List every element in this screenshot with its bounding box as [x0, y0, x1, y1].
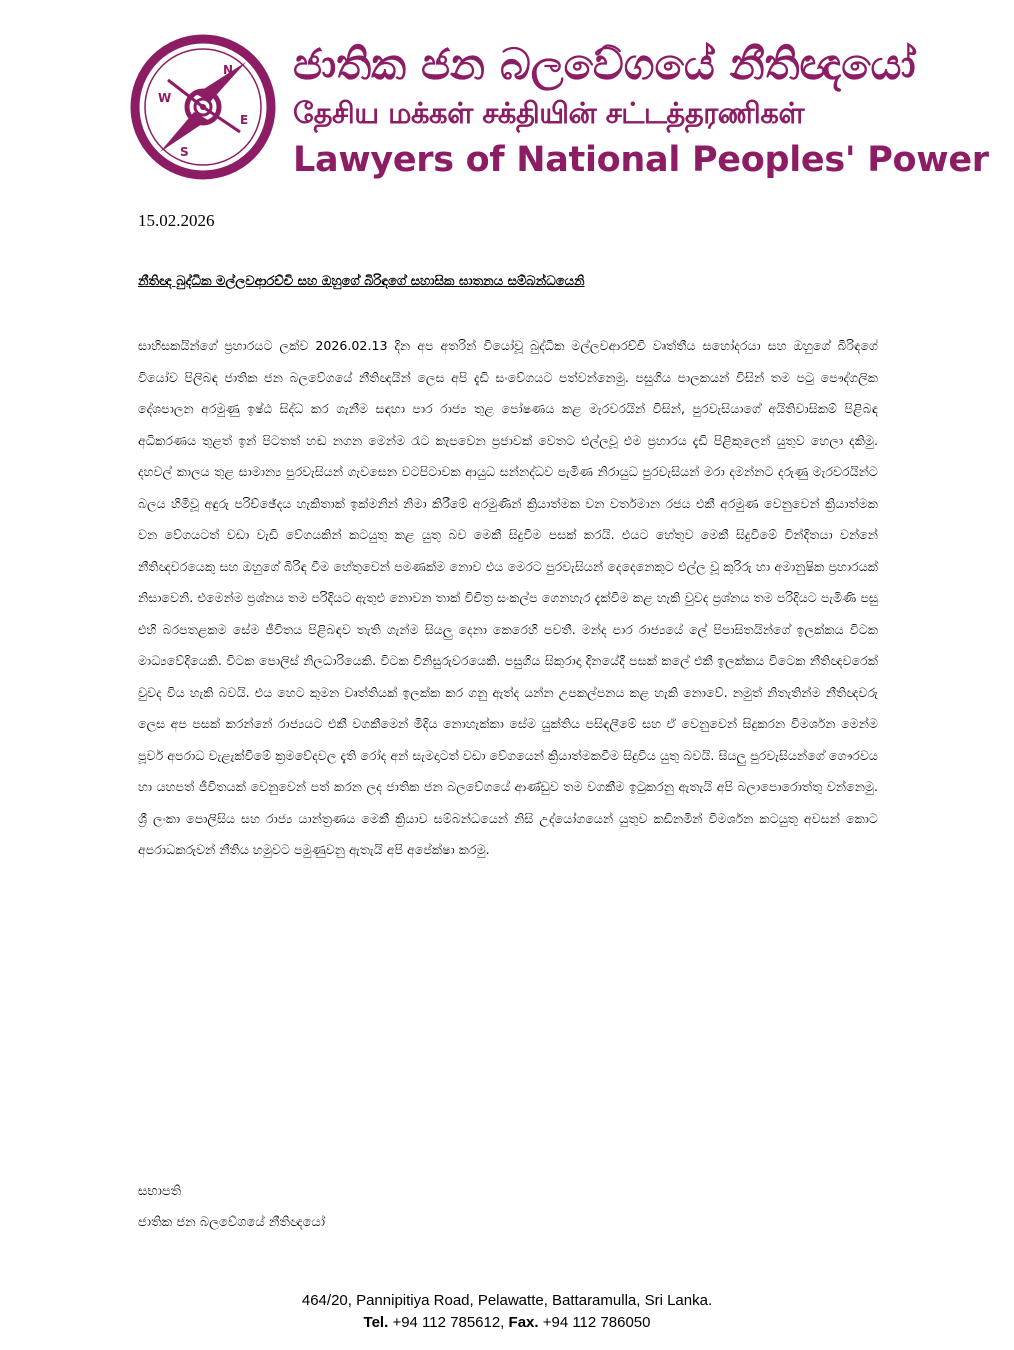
logo-letter-n: N — [223, 63, 234, 77]
letterhead-title-sinhala: ජාතික ජන බලවේගයේ නීතිඥයෝ — [293, 40, 916, 90]
signature-organization: ජාතික ජන බලවේගයේ නීතිඥයෝ — [138, 1215, 326, 1230]
signature-position: සභාපති — [138, 1184, 182, 1199]
footer-fax-label: Fax. — [508, 1314, 539, 1331]
letterhead-title-english: Lawyers of National Peoples' Power — [293, 140, 989, 180]
logo-letter-s: S — [180, 145, 189, 159]
compass-logo-icon — [128, 32, 278, 182]
footer-tel-label: Tel. — [363, 1314, 389, 1331]
footer-address: 464/20, Pannipitiya Road, Pelawatte, Battaramulla, Sri Lanka. — [301, 1292, 713, 1309]
letter-footer — [0, 1290, 1014, 1334]
letter-date: 15.02.2026 — [138, 211, 215, 230]
footer-tel: +94 112 785612, — [392, 1314, 505, 1331]
letter-body: සාහිසකයින්ගේ ප්‍රහාරයට ලක්ව 2026.02.13 දින අප අතරින් වියෝවූ බුද්ධික මල්ලවආරච්චි වෘත්තීය සහෝදරයා සහ ඔහුගේ බිරිඳගේ වියෝව පිලිබඳ ජාතික ජන බලවේගයේ නීතිඥයින් ලෙස අපි දැඩි සංවේගයට පත්වන්නෙමු. පසුගිය පාලකයන් විසින් තම පටු පෞද්ගලික දේශපාලන අරමුණු ඉෂ්ඨ සිද්ධ කර ගැනීම සඳහා පාර රාජ්‍ය තුළ පෝෂණය කළ මැරවරයින් විසින්, පුරවැසියාගේ අයිතිවාසිකම් පිළිබඳ අධිකරණය තුළත් ඉන් පිටතත් හඬ නගන මෙන්ම රැට කැපවෙන ප්‍රජාවක් වෙතට එල්ලවූ එම ප්‍රහාරය දැඩි පිළිකුලෙන් යුතුව හෙලා දකිමු. දහවල් කාලය තුළ සාමාන්‍ය පුරවැසියන් ගැවසෙන වටපිටාවක ආයුධ සන්නද්ධව පැමිණ නිරායුධ පුරවැසියන් මරා දමන්නට දරුණු මැරවරයින්ට බලය හිමිවූ අඳුරු පරිච්ඡේදය හැකිතාක් ඉක්මනින් නිමා කිරීමේ අරමුණින් ක්‍රියාත්මක වන වර්තමාන රජය එකී අරමුණ වෙනුවෙන් ක්‍රියාත්මක වන වේගයටත් වඩා වැඩි වේගයකින් කටයුතු කළ යුතු බව මෙකී සිදුවීම පසක් කරයි. එයට හේතුව මෙකී සිදුවීමේ වින්දිතයා වන්නේ නීතිඥවරයෙකු සහ ඔහුගේ බිරිඳ වීම හේතුවෙන් පමණක්ම නොව එය මෙරට පුරවැසියන් දෙදෙනෙකුට එල්ල වූ කුරිරු හා අමානුෂික ප්‍රහාරයක් නිසාවෙනි. එමෙන්ම ප්‍රශ්නය තම පරිදියට ඇතුළු නොවන තාක් විචිත්‍ර සංකල්ප ගෙනහැර දැක්වීම කළ හැකි වුවද ප්‍රශ්නය තම පරිදියට පැමිණි පසු එහි බරපතළකම සේම ජීවිතය පිළිබඳව තැති ගැන්ම සියලු දෙනා කෙරෙහි පවතී. මන්ද පාර රාජ්‍යයේ ලේ පිපාසිතයින්ගේ ඉලක්කය විටක මාධ්‍යවේදියෙකි. විටක පොලිස් නිලධාරියෙකි. විටක විනිසුරුවරයෙකි. පසුගිය සිකුරාදා දිනයේදී පසක් කලේ එකී ඉලක්කය විටෙක නීතිඥවරෙක් වුවද විය හැකි බවයි. එය හෙට කුමන වෘත්තියක් ඉලක්ක කර ගනු ඇත්ද යන්න උපකල්පනය කළ හැකි නොවේ. නමුත් නිතැතින්ම නීතිඥවරු ලෙස අප පසක් කරන්නේ රාජ්‍යයට එකී වගකීමෙන් මිදිය නොහැක්කා සේම යුක්තිය පසිඳලීමේ සහ ඒ වෙනුවෙන් සිදුකරන විමර්ශන මෙන්ම පූර්ව අපරාධ වැළැක්වීමේ ක්‍රමවේදවල දැති රෝද අන් සැමදාටත් වඩා වේගයෙන් ක්‍රියාත්මකවීම සිදුවිය යුතු බවයි. සියලු පුරවැසියන්ගේ ගෞරවය හා යහපත් ජීවිතයක් වෙනුවෙන් පත් කරන ලද ජාතික ජන බලවේගයේ ආණ්ඩුව තම වගකීම ඉටුකරනු ඇතැයි අපි බලාපොරොත්තු වන්නෙමු. ශ්‍රී ලංකා පොලිසිය සහ රාජ්‍ය යාන්ත්‍රණය මෙකී ක්‍රියාව සම්බන්ධයෙන් නිසි උද්යෝගයෙන් යුතුව කඩිනමින් විමර්ශන කටයුතු අවසන් කොට අපරාධකරුවන් නීතිය හමුවට පමුණුවනු ඇතැයි අපි අපේක්ෂා කරමු. — [138, 338, 878, 857]
logo-letter-w: W — [158, 91, 172, 105]
logo-letter-e: E — [240, 113, 249, 127]
letter-subject: නීතිඥ බුද්ධික මල්ලවආරච්චි සහ ඔහුගේ බිරිඳගේ සහාසික ඝාතනය සම්බන්ධයෙනි — [138, 274, 585, 289]
footer-fax: +94 112 786050 — [542, 1314, 651, 1331]
footer-contact — [0, 1312, 1014, 1334]
letterhead-title-tamil: தேசிய மக்கள் சக்தியின் சட்டத்தரணிகள் — [293, 96, 805, 130]
